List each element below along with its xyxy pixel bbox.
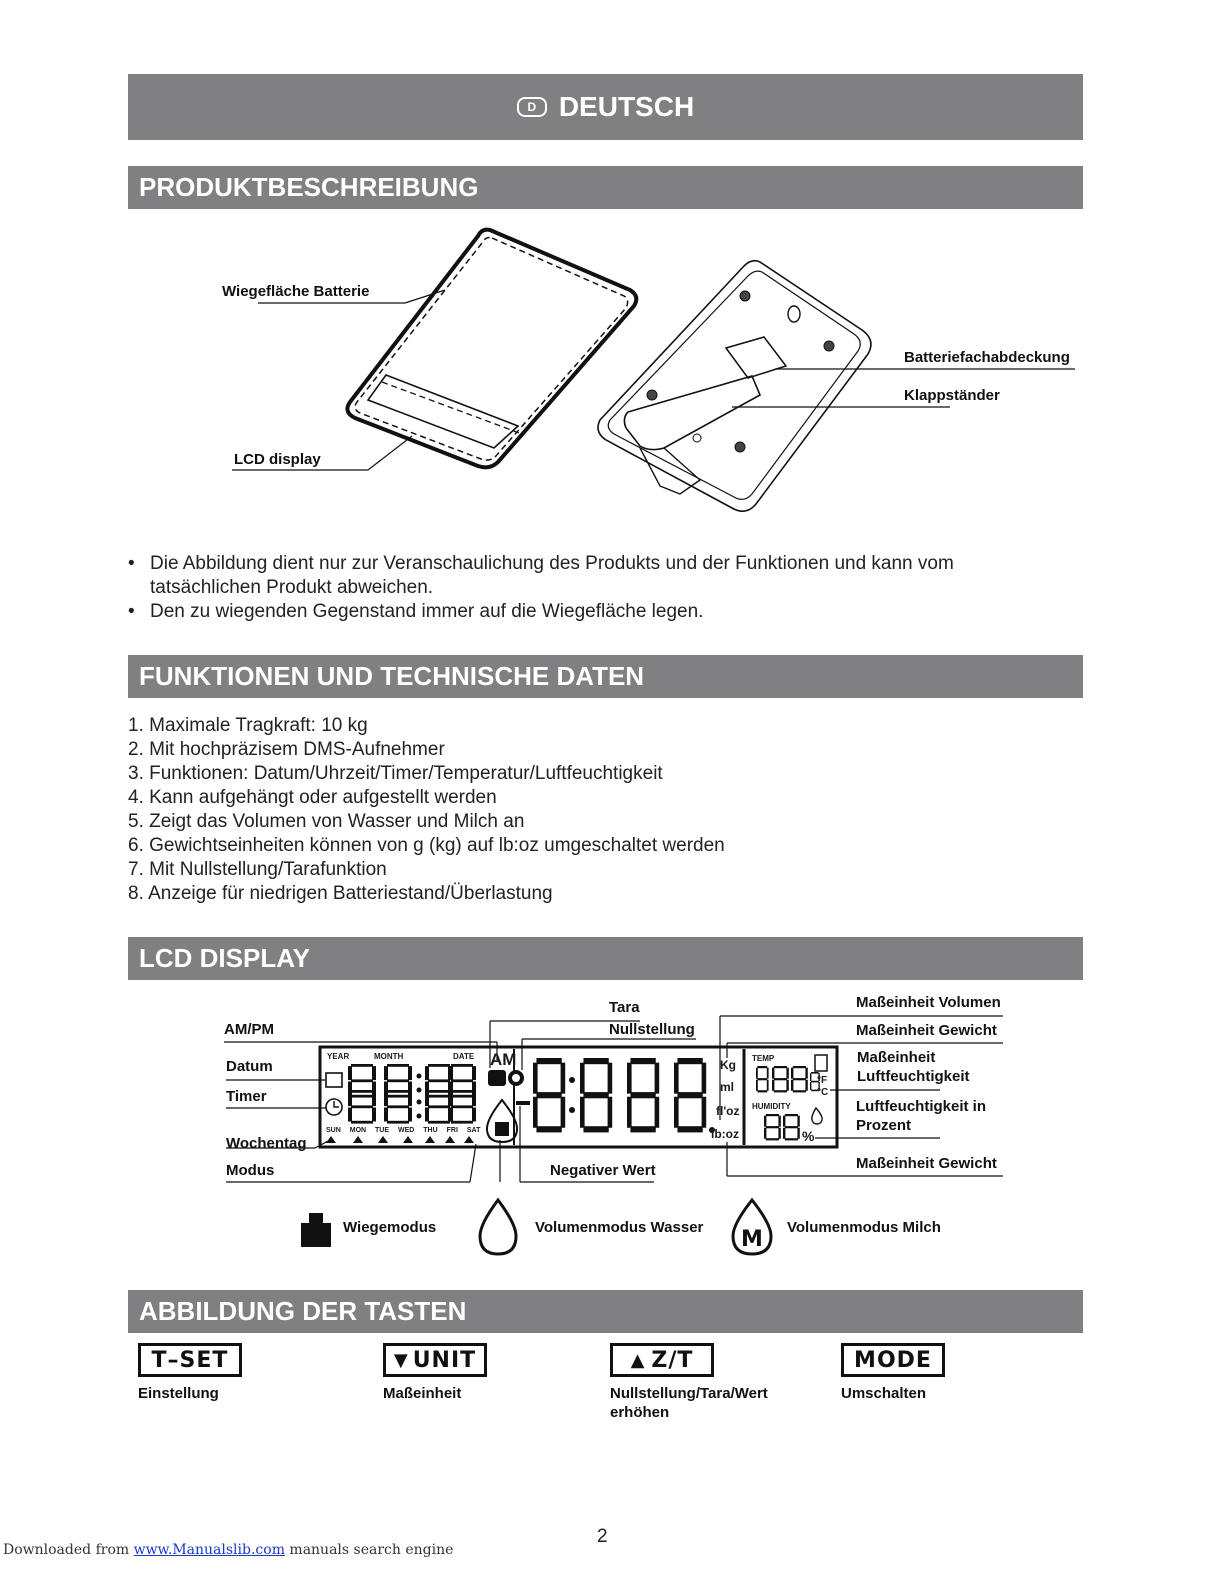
lcd-temp-label: TEMP xyxy=(752,1054,775,1063)
lcd-humidity-label: HUMIDITY xyxy=(752,1102,791,1111)
section-produktbeschreibung: PRODUKTBESCHREIBUNG xyxy=(128,166,1083,209)
footer-suffix: manuals search engine xyxy=(284,1542,454,1558)
mode-label-wiege: Wiegemodus xyxy=(343,1219,437,1236)
milk-drop-icon xyxy=(729,1198,775,1256)
day-label: SAT xyxy=(466,1127,481,1134)
label-line: Luftfeuchtigkeit xyxy=(857,1068,970,1085)
unit-button-desc: Maßeinheit xyxy=(383,1385,462,1402)
label-wochentag: Wochentag xyxy=(226,1135,307,1152)
mode-button-desc: Umschalten xyxy=(841,1385,927,1402)
download-footer xyxy=(3,1542,453,1558)
zt-button-label: Z/T xyxy=(651,1347,694,1373)
label-line: Prozent xyxy=(856,1117,912,1134)
feature-item: 4. Kann aufgehängt oder aufgestellt werden xyxy=(128,787,497,808)
weight-mode-icon xyxy=(301,1213,331,1247)
unit-kg: Kg xyxy=(720,1058,736,1072)
label-nullstellung: Nullstellung xyxy=(609,1021,695,1038)
features-list xyxy=(128,714,725,906)
unit-ml: ml xyxy=(720,1080,735,1094)
label-klappstaender: Klappständer xyxy=(904,387,1000,404)
day-label: FRI xyxy=(446,1127,458,1134)
notes-list xyxy=(128,552,1068,624)
scale-back-drawing xyxy=(598,261,871,512)
lcd-weekdays xyxy=(326,1127,480,1134)
calendar-icon xyxy=(326,1073,342,1087)
feature-item: 1. Maximale Tragkraft: 10 kg xyxy=(128,715,368,736)
label-tara: Tara xyxy=(609,999,640,1016)
feature-item: 5. Zeigt das Volumen von Wasser und Milch an xyxy=(128,811,525,832)
day-label: SUN xyxy=(326,1127,341,1134)
product-leader-lines xyxy=(232,290,1075,470)
label-einheit-volumen: Maßeinheit Volumen xyxy=(856,994,1001,1011)
zt-button-desc: Nullstellung/Tara/Wert erhöhen xyxy=(610,1385,768,1421)
label-negativer-wert: Negativer Wert xyxy=(550,1162,656,1179)
lcd-humidity-digits xyxy=(764,1114,800,1140)
tset-button-desc: Einstellung xyxy=(138,1385,219,1402)
day-label: TUE xyxy=(375,1127,390,1134)
label-timer: Timer xyxy=(226,1088,267,1105)
label-ampm: AM/PM xyxy=(224,1021,274,1038)
label-line: Luftfeuchtigkeit in xyxy=(856,1098,986,1115)
unit-button[interactable] xyxy=(383,1343,487,1377)
feature-item: 8. Anzeige für niedrigen Batteriestand/Überlastung xyxy=(128,883,553,904)
label-modus: Modus xyxy=(226,1162,275,1179)
language-title: DEUTSCH xyxy=(558,91,695,122)
section-funktionen: FUNKTIONEN UND TECHNISCHE DATEN xyxy=(128,655,1083,698)
unit-floz: fl'oz xyxy=(716,1104,740,1118)
lcd-year: YEAR xyxy=(327,1052,350,1061)
unit-button-label: UNIT xyxy=(412,1347,477,1373)
label-wiegeflaeche: Wiegefläche Batterie xyxy=(222,283,370,300)
note-item: • Den zu wiegenden Gegenstand immer auf die Wiegefläche legen. xyxy=(128,600,1068,624)
lcd-clock-digits xyxy=(348,1064,476,1124)
feature-item: 7. Mit Nullstellung/Tarafunktion xyxy=(128,859,387,880)
lcd-weight-digits xyxy=(533,1058,715,1133)
mode-button[interactable] xyxy=(841,1343,945,1377)
section-tasten: ABBILDUNG DER TASTEN xyxy=(128,1290,1083,1333)
section-lcd-display: LCD DISPLAY xyxy=(128,937,1083,980)
tset-button[interactable] xyxy=(138,1343,242,1377)
label-einheit-gewicht-top: Maßeinheit Gewicht xyxy=(856,1022,997,1039)
day-label: THU xyxy=(423,1127,438,1134)
feature-item: 2. Mit hochpräzisem DMS-Aufnehmer xyxy=(128,739,445,760)
lcd-month: MONTH xyxy=(374,1052,404,1061)
lcd-percent: % xyxy=(802,1128,815,1144)
label-einheit-gewicht-bottom: Maßeinheit Gewicht xyxy=(856,1155,997,1172)
label-einheit-luftfeuchtigkeit xyxy=(857,1048,970,1086)
zt-button[interactable] xyxy=(610,1343,714,1377)
label-line: Maßeinheit xyxy=(857,1049,936,1066)
unit-lboz: lb:oz xyxy=(711,1127,739,1141)
humidity-drop-icon xyxy=(812,1108,822,1124)
negative-sign xyxy=(516,1101,530,1105)
triangle-up-icon: ▲ xyxy=(630,1349,646,1371)
triangle-down-icon: ▼ xyxy=(393,1349,409,1371)
weekday-markers xyxy=(326,1136,474,1143)
footer-link[interactable]: www.Manualslib.com xyxy=(133,1542,285,1558)
language-header xyxy=(128,74,1083,140)
page-number: 2 xyxy=(597,1526,608,1547)
label-luftfeuchtigkeit-prozent xyxy=(856,1097,986,1135)
tara-icon xyxy=(488,1070,506,1086)
mode-label-milch: Volumenmodus Milch xyxy=(787,1219,941,1236)
svg-text:M: M xyxy=(741,1227,763,1252)
scale-front-drawing xyxy=(347,230,636,468)
label-batteriefach: Batteriefachabdeckung xyxy=(904,349,1070,366)
mode-button-label: MODE xyxy=(854,1347,932,1373)
mode-label-wasser: Volumenmodus Wasser xyxy=(535,1219,704,1236)
language-code-badge: D xyxy=(517,97,547,117)
note-item: • Die Abbildung dient nur zur Veranschaulichung des Produkts und der Funktionen und kann vom tatsächlichen Produkt abweichen. xyxy=(128,552,1068,600)
lcd-temp-f: °F xyxy=(817,1075,828,1086)
thermometer-icon xyxy=(815,1055,827,1071)
lcd-temp-digits xyxy=(756,1066,820,1092)
feature-item: 6. Gewichtseinheiten können von g (kg) auf lb:oz umgeschaltet werden xyxy=(128,835,725,856)
feature-item: 3. Funktionen: Datum/Uhrzeit/Timer/Temperatur/Luftfeuchtigkeit xyxy=(128,763,663,784)
tset-button-label: T–SET xyxy=(151,1347,229,1373)
footer-prefix: Downloaded from xyxy=(3,1542,134,1558)
day-label: WED xyxy=(397,1127,415,1134)
lcd-date: DATE xyxy=(453,1052,475,1061)
day-label: MON xyxy=(349,1127,367,1134)
lcd-temp-c: °C xyxy=(817,1087,829,1098)
product-illustration xyxy=(0,220,1225,550)
water-drop-icon xyxy=(476,1198,520,1256)
label-datum: Datum xyxy=(226,1058,273,1075)
label-lcd-display: LCD display xyxy=(234,451,321,468)
lcd-am: AM xyxy=(490,1050,517,1069)
